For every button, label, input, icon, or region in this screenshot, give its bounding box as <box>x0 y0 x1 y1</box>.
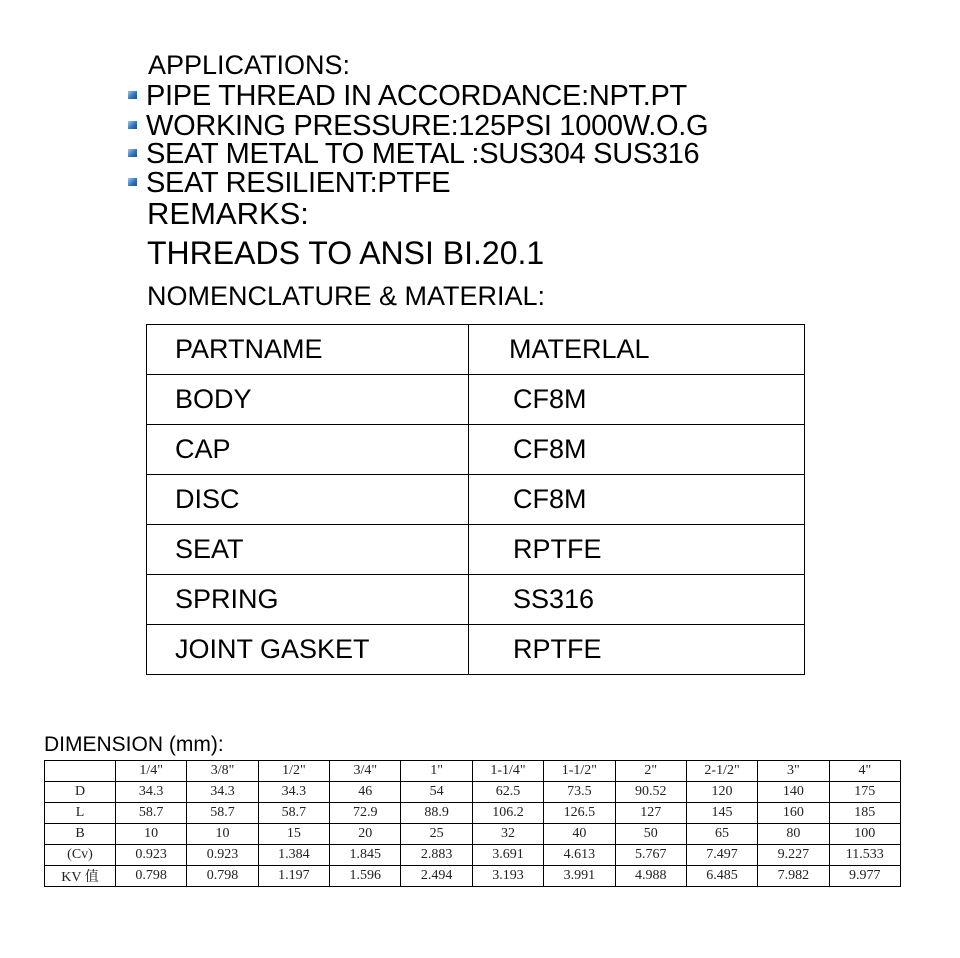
table-row <box>147 625 805 675</box>
value-cell: 65 <box>686 824 757 845</box>
value-cell: 32 <box>472 824 543 845</box>
value-cell: 145 <box>686 803 757 824</box>
value-cell: 0.798 <box>116 866 187 887</box>
value-cell: 126.5 <box>544 803 615 824</box>
value-cell: 9.227 <box>758 845 829 866</box>
value-cell: 2.883 <box>401 845 472 866</box>
row-label-cell: B <box>45 824 116 845</box>
value-cell: 140 <box>758 782 829 803</box>
value-cell: 34.3 <box>187 782 258 803</box>
value-cell: 54 <box>401 782 472 803</box>
material-table <box>146 324 805 675</box>
value-cell: 62.5 <box>472 782 543 803</box>
value-cell: 25 <box>401 824 472 845</box>
part-name: SEAT <box>147 525 469 575</box>
table-row <box>45 824 901 845</box>
table-row <box>147 425 805 475</box>
size-header-cell: 1" <box>401 761 472 782</box>
size-header-cell: 3/4" <box>330 761 401 782</box>
value-cell: 34.3 <box>116 782 187 803</box>
size-header-cell: 1-1/4" <box>472 761 543 782</box>
size-header-cell: 3" <box>758 761 829 782</box>
square-bullet-icon <box>128 178 137 186</box>
value-cell: 5.767 <box>615 845 686 866</box>
dimension-title: DIMENSION (mm): <box>44 733 224 756</box>
size-header-cell: 1/2" <box>258 761 329 782</box>
value-cell: 11.533 <box>829 845 900 866</box>
value-cell: 10 <box>116 824 187 845</box>
value-cell: 9.977 <box>829 866 900 887</box>
value-cell: 72.9 <box>330 803 401 824</box>
value-cell: 100 <box>829 824 900 845</box>
value-cell: 15 <box>258 824 329 845</box>
table-row <box>147 575 805 625</box>
value-cell: 10 <box>187 824 258 845</box>
value-cell: 88.9 <box>401 803 472 824</box>
application-item <box>128 81 687 111</box>
value-cell: 3.991 <box>544 866 615 887</box>
application-item <box>128 139 699 169</box>
value-cell: 80 <box>758 824 829 845</box>
row-label-cell: L <box>45 803 116 824</box>
part-material: CF8M <box>469 475 805 525</box>
applications-title: APPLICATIONS: <box>148 50 351 80</box>
part-name: SPRING <box>147 575 469 625</box>
part-name: DISC <box>147 475 469 525</box>
row-label-cell: (Cv) <box>45 845 116 866</box>
value-cell: 90.52 <box>615 782 686 803</box>
value-cell: 160 <box>758 803 829 824</box>
table-row <box>45 866 901 887</box>
remarks-title: REMARKS: <box>147 196 309 231</box>
value-cell: 1.596 <box>330 866 401 887</box>
table-row <box>147 525 805 575</box>
size-header-cell: 1-1/2" <box>544 761 615 782</box>
part-material: SS316 <box>469 575 805 625</box>
nomenclature-title: NOMENCLATURE & MATERIAL: <box>147 281 546 311</box>
application-item-text: WORKING PRESSURE:125PSI 1000W.O.G <box>146 110 709 142</box>
value-cell: 58.7 <box>187 803 258 824</box>
value-cell: 175 <box>829 782 900 803</box>
part-name: BODY <box>147 375 469 425</box>
value-cell: 4.613 <box>544 845 615 866</box>
part-material: RPTFE <box>469 525 805 575</box>
square-bullet-icon <box>128 149 137 157</box>
value-cell: 185 <box>829 803 900 824</box>
value-cell: 2.494 <box>401 866 472 887</box>
size-header-cell: 1/4" <box>116 761 187 782</box>
value-cell: 50 <box>615 824 686 845</box>
value-cell: 120 <box>686 782 757 803</box>
dimension-table <box>44 760 901 887</box>
value-cell: 127 <box>615 803 686 824</box>
square-bullet-icon <box>128 121 137 129</box>
value-cell: 6.485 <box>686 866 757 887</box>
size-header-cell: 2" <box>615 761 686 782</box>
application-item-text: PIPE THREAD IN ACCORDANCE:NPT.PT <box>146 80 687 112</box>
part-material: RPTFE <box>469 625 805 675</box>
value-cell: 3.691 <box>472 845 543 866</box>
value-cell: 58.7 <box>116 803 187 824</box>
remarks-text: THREADS TO ANSI BI.20.1 <box>147 235 545 271</box>
part-material: CF8M <box>469 375 805 425</box>
table-row <box>45 845 901 866</box>
header-partname: PARTNAME <box>147 325 469 375</box>
material-table-header <box>147 325 805 375</box>
value-cell: 58.7 <box>258 803 329 824</box>
value-cell: 20 <box>330 824 401 845</box>
application-item <box>128 168 450 198</box>
value-cell: 7.982 <box>758 866 829 887</box>
value-cell: 34.3 <box>258 782 329 803</box>
value-cell: 3.193 <box>472 866 543 887</box>
size-header-cell: 3/8" <box>187 761 258 782</box>
table-row <box>45 803 901 824</box>
table-row <box>147 475 805 525</box>
value-cell: 46 <box>330 782 401 803</box>
part-name: JOINT GASKET <box>147 625 469 675</box>
part-name: CAP <box>147 425 469 475</box>
dimension-header-row <box>45 761 901 782</box>
value-cell: 0.923 <box>116 845 187 866</box>
table-row <box>45 782 901 803</box>
value-cell: 40 <box>544 824 615 845</box>
value-cell: 1.845 <box>330 845 401 866</box>
square-bullet-icon <box>128 91 137 99</box>
header-material: MATERLAL <box>469 325 805 375</box>
row-label-cell: D <box>45 782 116 803</box>
value-cell: 4.988 <box>615 866 686 887</box>
value-cell: 0.923 <box>187 845 258 866</box>
value-cell: 73.5 <box>544 782 615 803</box>
application-item-text: SEAT METAL TO METAL :SUS304 SUS316 <box>146 138 700 170</box>
size-header-cell: 2-1/2" <box>686 761 757 782</box>
value-cell: 1.197 <box>258 866 329 887</box>
value-cell: 7.497 <box>686 845 757 866</box>
table-row <box>147 375 805 425</box>
value-cell: 106.2 <box>472 803 543 824</box>
application-item-text: SEAT RESILIENT:PTFE <box>146 167 451 199</box>
application-item <box>128 111 708 141</box>
part-material: CF8M <box>469 425 805 475</box>
value-cell: 0.798 <box>187 866 258 887</box>
value-cell: 1.384 <box>258 845 329 866</box>
row-label-cell: KV 值 <box>45 866 116 887</box>
dimension-corner-cell <box>45 761 116 782</box>
size-header-cell: 4" <box>829 761 900 782</box>
